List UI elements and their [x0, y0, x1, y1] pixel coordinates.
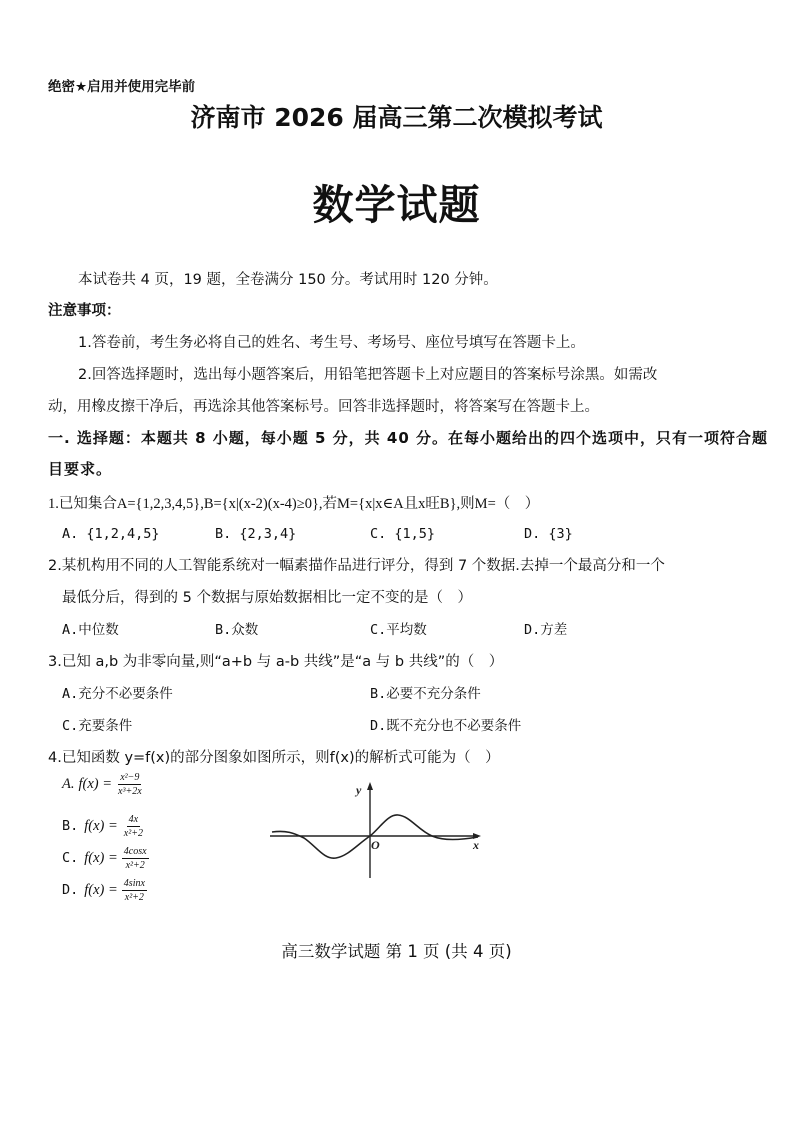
option-label: A.: [62, 775, 75, 792]
question-2-option-b: B.众数: [215, 622, 259, 638]
notice-heading: 注意事项：: [48, 303, 121, 319]
question-3-stem: 3.已知 a,b 为非零向量,则“a+b 与 a-b 共线”是“a 与 b 共线”的（ ）: [48, 654, 504, 670]
confidential-mark: 绝密★启用并使用完毕前: [48, 79, 196, 95]
fraction: [122, 878, 147, 903]
question-4-stem: 4.已知函数 y=f(x)的部分图象如图所示，则f(x)的解析式可能为（ ）: [48, 750, 500, 766]
option-label: B.: [62, 818, 79, 834]
question-1-option-b: B. {2,3,4}: [215, 526, 297, 542]
notice-item-1: 1.答卷前，考生务必将自己的姓名、考生号、考场号、座位号填写在答题卡上。: [78, 335, 585, 351]
fraction-denominator: x²+2: [123, 827, 143, 839]
option-label: D.: [62, 882, 79, 898]
question-1-option-d: D. {3}: [524, 526, 573, 542]
fraction: [116, 772, 144, 797]
exam-title: 济南市 2026 届高三第二次模拟考试: [190, 103, 603, 132]
question-1-option-c: C. {1,5}: [370, 526, 436, 542]
formula-lhs: f(x) =: [84, 849, 118, 866]
question-4-option-a: [62, 771, 144, 797]
notice-item-2-continued: 动，用橡皮擦干净后，再选涂其他答案标号。回答非选择题时，将答案写在答题卡上。: [48, 399, 599, 415]
question-2-option-c: C.平均数: [370, 622, 427, 638]
question-1-option-a: A. {1,2,4,5}: [62, 526, 160, 542]
fraction: [122, 846, 149, 871]
formula-lhs: f(x) =: [84, 817, 118, 834]
question-2-stem: 2.某机构用不同的人工智能系统对一幅素描作品进行评分，得到 7 个数据.去掉一个最高分和一个: [48, 558, 665, 574]
y-axis-label: y: [356, 783, 362, 797]
fraction-denominator: x²+2: [124, 891, 144, 903]
page-footer: 高三数学试题 第 1 页 (共 4 页): [281, 942, 512, 961]
question-3-option-a: A.充分不必要条件: [62, 686, 173, 702]
function-graph: [268, 778, 483, 883]
fraction-numerator: 4cosx: [123, 845, 147, 857]
question-4-option-d: [62, 877, 147, 903]
x-axis-label: x: [473, 838, 479, 852]
question-4-option-c: [62, 845, 149, 871]
question-3-option-b: B.必要不充分条件: [370, 686, 481, 702]
subject-title: 数学试题: [312, 181, 481, 229]
option-label: C.: [62, 850, 79, 866]
y-axis-arrow: [367, 782, 373, 790]
exam-intro: 本试卷共 4 页，19 题，全卷满分 150 分。考试用时 120 分钟。: [78, 272, 498, 288]
formula-lhs: f(x) =: [78, 775, 113, 792]
fraction-numerator: 4sinx: [123, 877, 145, 889]
question-2-option-a: A.中位数: [62, 622, 119, 638]
section-heading: 一. 选择题：本题共 8 小题，每小题 5 分，共 40 分。在每小题给出的四个选项中，只有一项符合题: [48, 429, 769, 447]
question-4-option-b: [62, 813, 145, 839]
question-3-option-d: D.既不充分也不必要条件: [370, 718, 522, 734]
question-3-option-c: C.充要条件: [62, 718, 133, 734]
formula-lhs: f(x) =: [84, 881, 118, 898]
fraction-numerator: 4x: [128, 813, 139, 825]
question-1-stem: 1.已知集合A={1,2,3,4,5},B={x|(x-2)(x-4)≥0},若M={x|x∈A且x旺B},则M=（ ）: [48, 496, 540, 512]
section-heading-continued: 目要求。: [48, 460, 113, 478]
question-2-option-d: D.方差: [524, 622, 568, 638]
fraction-numerator: x²−9: [120, 771, 140, 783]
origin-label: O: [371, 838, 380, 852]
notice-item-2: 2.回答选择题时，选出每小题答案后，用铅笔把答题卡上对应题目的答案标号涂黑。如需改: [78, 367, 658, 383]
question-2-stem-continued: 最低分后，得到的 5 个数据与原始数据相比一定不变的是（ ）: [62, 590, 472, 606]
fraction-denominator: x³+2x: [118, 785, 142, 797]
fraction-denominator: x²+2: [125, 859, 145, 871]
fraction: [122, 814, 145, 839]
